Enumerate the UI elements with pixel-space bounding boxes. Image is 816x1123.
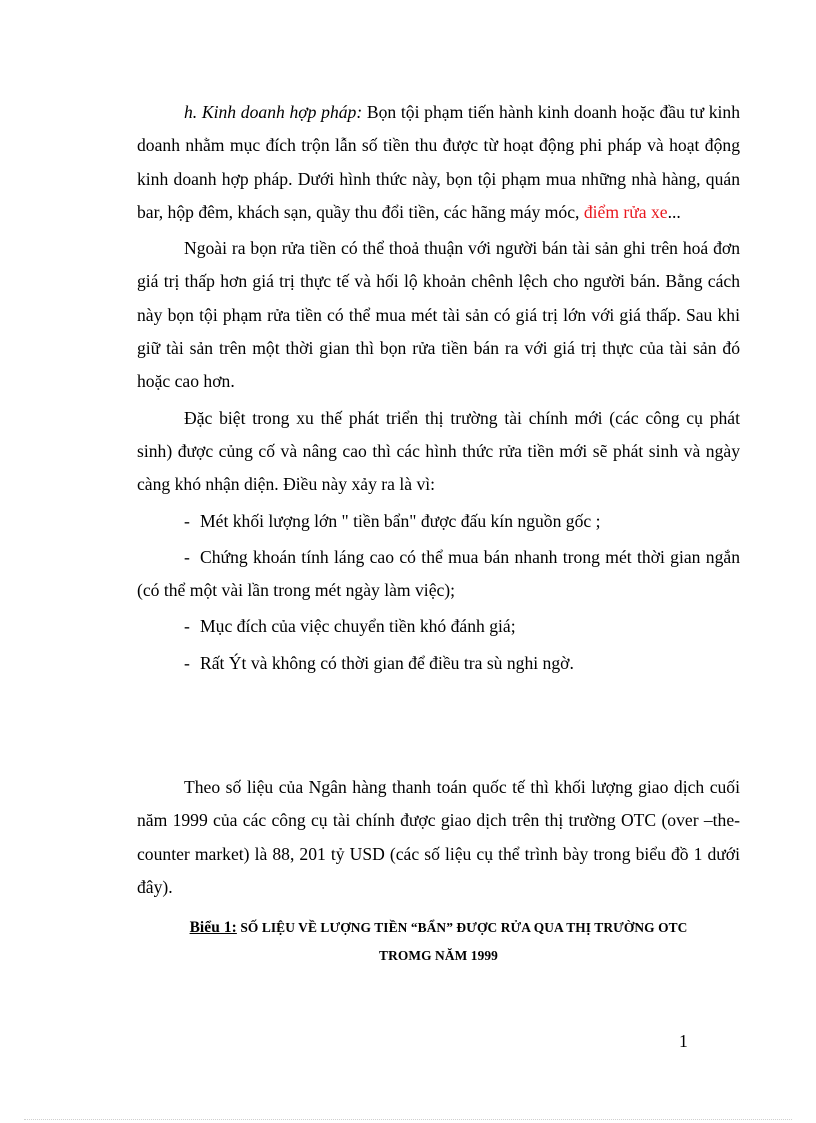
bullet-dash: -: [184, 510, 190, 531]
list-item: [137, 505, 740, 538]
caption-line-1: [137, 914, 740, 942]
list-item-text: Mét khối lượng lớn " tiền bẩn" được đấu kín nguồn gốc ;: [200, 510, 601, 531]
list-item: [137, 647, 740, 680]
body-text-bottom: [137, 771, 740, 904]
bullet-dash: -: [184, 546, 190, 567]
paragraph-new-market: Đặc biệt trong xu thế phát triển thị trường tài chính mới (các công cụ phát sinh) được củng cố và nâng cao thì các hình thức rửa tiền mới sẽ phát sinh và ngày càng khó nhận diện. Điều này xảy ra là vì:: [137, 407, 740, 495]
list-item-text: Rất Ýt và không có thời gian để điều tra sù nghi ngờ.: [200, 652, 574, 673]
body-text-top: [137, 96, 740, 680]
paragraph-legal-business: [137, 96, 740, 229]
list-item: [137, 541, 740, 608]
caption-label: Biểu 1:: [189, 919, 237, 936]
list-item-text: Chứng khoán tính láng cao có thể mua bán nhanh trong mét thời gian ngắn (có thể một vài lần trong mét ngày làm việc);: [137, 546, 740, 601]
bullet-dash: -: [184, 652, 190, 673]
highlighted-text: điểm rửa xe: [583, 201, 668, 222]
caption-title: SỐ LIỆU VỀ LƯỢNG TIỀN “BẨN” ĐƯỢC RỬA QUA THỊ TRƯỜNG OTC: [236, 920, 688, 935]
page-number: 1: [679, 1031, 688, 1051]
list-item: [137, 610, 740, 643]
paragraph-text: Bọn tội phạm tiến hành kinh doanh hoặc đầu tư kinh doanh nhằm mục đích trộn lẫn số tiền thu được từ hoạt động phi pháp và hoạt động kinh doanh hợp pháp. Dưới hình thức này, bọn tội phạm mua những nhà hàng, quán bar, hộp đêm, khách sạn, quầy thu đổi tiền, các hãng máy móc,: [137, 102, 740, 222]
paragraph-invoice: Ngoài ra bọn rửa tiền có thể thoả thuận với người bán tài sản ghi trên hoá đơn giá trị thấp hơn giá trị thực tế và hối lộ khoản chênh lệch cho người bán. Bằng cách này bọn tội phạm rửa tiền có thể mua mét tài sản có giá trị lớn với giá thấp. Sau khi giữ tài sản trên một thời gian thì bọn rửa tiền bán ra với giá trị thực của tài sản đó hoặc cao hơn.: [137, 238, 740, 392]
list-item-text: Mục đích của việc chuyển tiền khó đánh giá;: [200, 616, 516, 637]
caption-line-2: TROMG NĂM 1999: [379, 948, 498, 963]
page-divider: [24, 1119, 792, 1120]
paragraph-otc-statistics: Theo số liệu của Ngân hàng thanh toán quốc tế thì khối lượng giao dịch cuối năm 1999 của các công cụ tài chính được giao dịch trên thị trường OTC (over –the- counter market) là 88, 201 tỷ USD (các số liệu cụ thể trình bày trong biểu đồ 1 dưới đây).: [137, 777, 740, 897]
paragraph-tail: ...: [667, 201, 681, 222]
reason-list: [137, 505, 740, 680]
bullet-dash: -: [184, 616, 190, 637]
paragraph-lead: h. Kinh doanh hợp pháp:: [184, 102, 363, 122]
chart-caption: [137, 914, 740, 970]
